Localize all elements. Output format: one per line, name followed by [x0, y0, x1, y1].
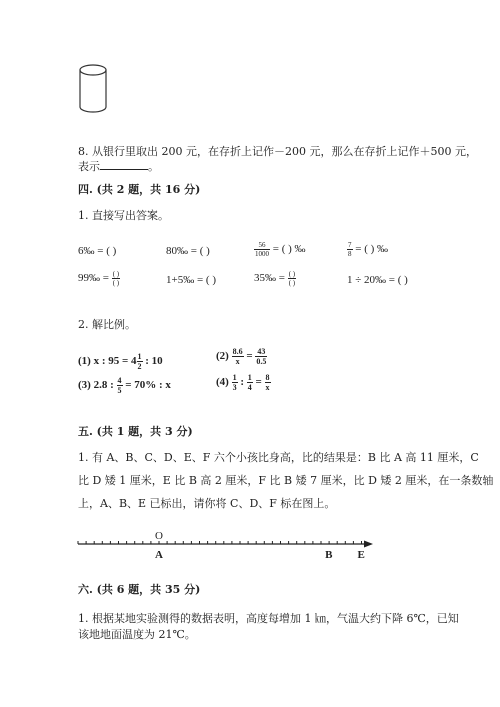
fraction-denominator: 1000 — [255, 250, 269, 258]
proportion-tail: : 10 — [142, 355, 163, 368]
calc-rest: = ( ) ‰ — [352, 243, 389, 256]
q8-line2-suffix: 。 — [148, 160, 159, 173]
fraction-numerator: 56 — [254, 241, 270, 250]
fraction-denominator: 4 — [247, 383, 252, 392]
q8-line2 — [78, 159, 159, 174]
proportion-1 — [78, 352, 163, 371]
proportion-expr: 2.8 : — [93, 379, 117, 392]
calc-1-plus-5-permille: 1+5‰ = ( ) — [166, 274, 216, 286]
fraction-numerator: 1 — [247, 373, 252, 382]
section5-q1-line3: 上，A、B、E 已标出，请你将 C、D、F 标在图上。 — [78, 497, 336, 510]
fraction-blank[interactable] — [288, 270, 296, 287]
section4-q1-prompt: 1. 直接写出答案。 — [78, 209, 169, 222]
number-line-labels — [155, 549, 365, 561]
proportion-2 — [216, 347, 267, 366]
equals-sign: = — [243, 350, 256, 363]
fraction-blank[interactable] — [112, 270, 120, 287]
fraction-denominator: 8 — [348, 250, 352, 258]
calc-56-over-1000 — [254, 241, 306, 258]
section6-heading: 六. (共 6 题，共 35 分) — [78, 583, 201, 596]
calc-80-permille: 80‰ = ( ) — [166, 245, 210, 257]
calc-99-permille — [78, 270, 120, 287]
fraction-8.6-x — [232, 347, 244, 366]
section5-q1-line2: 比 D 矮 1 厘米，E 比 B 高 2 厘米，F 比 B 矮 7 厘米，比 D 矮 2 厘米，在一条数轴 — [78, 474, 494, 487]
q8-line2-prefix: 表示 — [78, 160, 100, 173]
origin-label: O — [155, 530, 163, 542]
fraction-numerator: 1 — [232, 373, 237, 382]
cylinder-figure — [78, 62, 110, 116]
fraction-numerator: 43 — [257, 347, 266, 356]
fraction-numerator: 8.6 — [232, 347, 243, 356]
section4-q2-prompt: 2. 解比例。 — [78, 318, 136, 331]
calc-rest: = ( ) ‰ — [270, 243, 306, 256]
colon-sign: : — [237, 376, 247, 389]
section5-q1-line1: 1. 有 A、B、C、D、E、F 六个小孩比身高，比的结果是：B 比 A 高 11 厘米，C — [78, 451, 479, 464]
fraction-numerator: 4 — [117, 376, 122, 385]
fraction-denominator: 5 — [117, 386, 122, 395]
fraction-numerator: ( ) — [288, 270, 296, 278]
fraction-numerator: 1 — [137, 352, 142, 361]
fraction-denominator: x — [235, 357, 240, 366]
point-label-a: A — [155, 549, 163, 561]
fraction-43-0.5 — [255, 347, 267, 366]
q8-line1: 8. 从银行里取出 200 元，在存折上记作－200 元，那么在存折上记作＋500 元， — [78, 145, 477, 158]
number-line-arrow — [364, 541, 373, 548]
calc-7-over-8 — [347, 241, 388, 258]
section5-heading: 五. (共 1 题，共 3 分) — [78, 425, 193, 438]
calc-1-div-20-permille: 1 ÷ 20‰ = ( ) — [347, 274, 408, 286]
calc-35-permille — [254, 270, 296, 287]
section4-heading: 四. (共 2 题，共 16 分) — [78, 183, 201, 196]
fraction-denominator: 3 — [232, 383, 237, 392]
fraction-denominator: 2 — [137, 362, 142, 371]
fraction-8-x — [265, 373, 271, 392]
fraction-numerator: 7 — [348, 241, 352, 249]
proportion-label: (3) — [78, 379, 91, 392]
fraction-denominator: 0.5 — [256, 357, 267, 366]
calc-6-permille: 6‰ = ( ) — [78, 245, 117, 257]
fraction-denominator: ( ) — [112, 279, 120, 287]
fraction-denominator: x — [265, 383, 270, 392]
fraction-numerator: ( ) — [112, 270, 120, 278]
calc-prefix: 99‰ = — [78, 272, 112, 285]
fraction-56-1000 — [254, 241, 270, 258]
proportion-3 — [78, 376, 171, 395]
section6-q1-line1: 1. 根据某地实验测得的数据表明，高度每增加 1 ㎞，气温大约下降 6℃，已知 — [78, 612, 459, 625]
proportion-label: (2) — [216, 350, 229, 363]
calc-prefix: 35‰ = — [254, 272, 288, 285]
q8-answer-blank[interactable] — [100, 159, 148, 170]
equals-sign: = — [252, 376, 265, 389]
point-label-b: B — [325, 549, 333, 561]
proportion-label: (4) — [216, 376, 229, 389]
proportion-tail: = 70% : x — [122, 379, 171, 392]
proportion-expr: x : 95 = 4 — [93, 355, 137, 368]
section6-q1-line2: 该地地面温度为 21℃。 — [78, 628, 196, 641]
point-label-e: E — [357, 549, 365, 561]
proportion-label: (1) — [78, 355, 91, 368]
proportion-4 — [216, 373, 271, 392]
fraction-denominator: ( ) — [288, 279, 296, 287]
fraction-numerator: 8 — [265, 373, 270, 382]
number-line — [70, 526, 380, 562]
